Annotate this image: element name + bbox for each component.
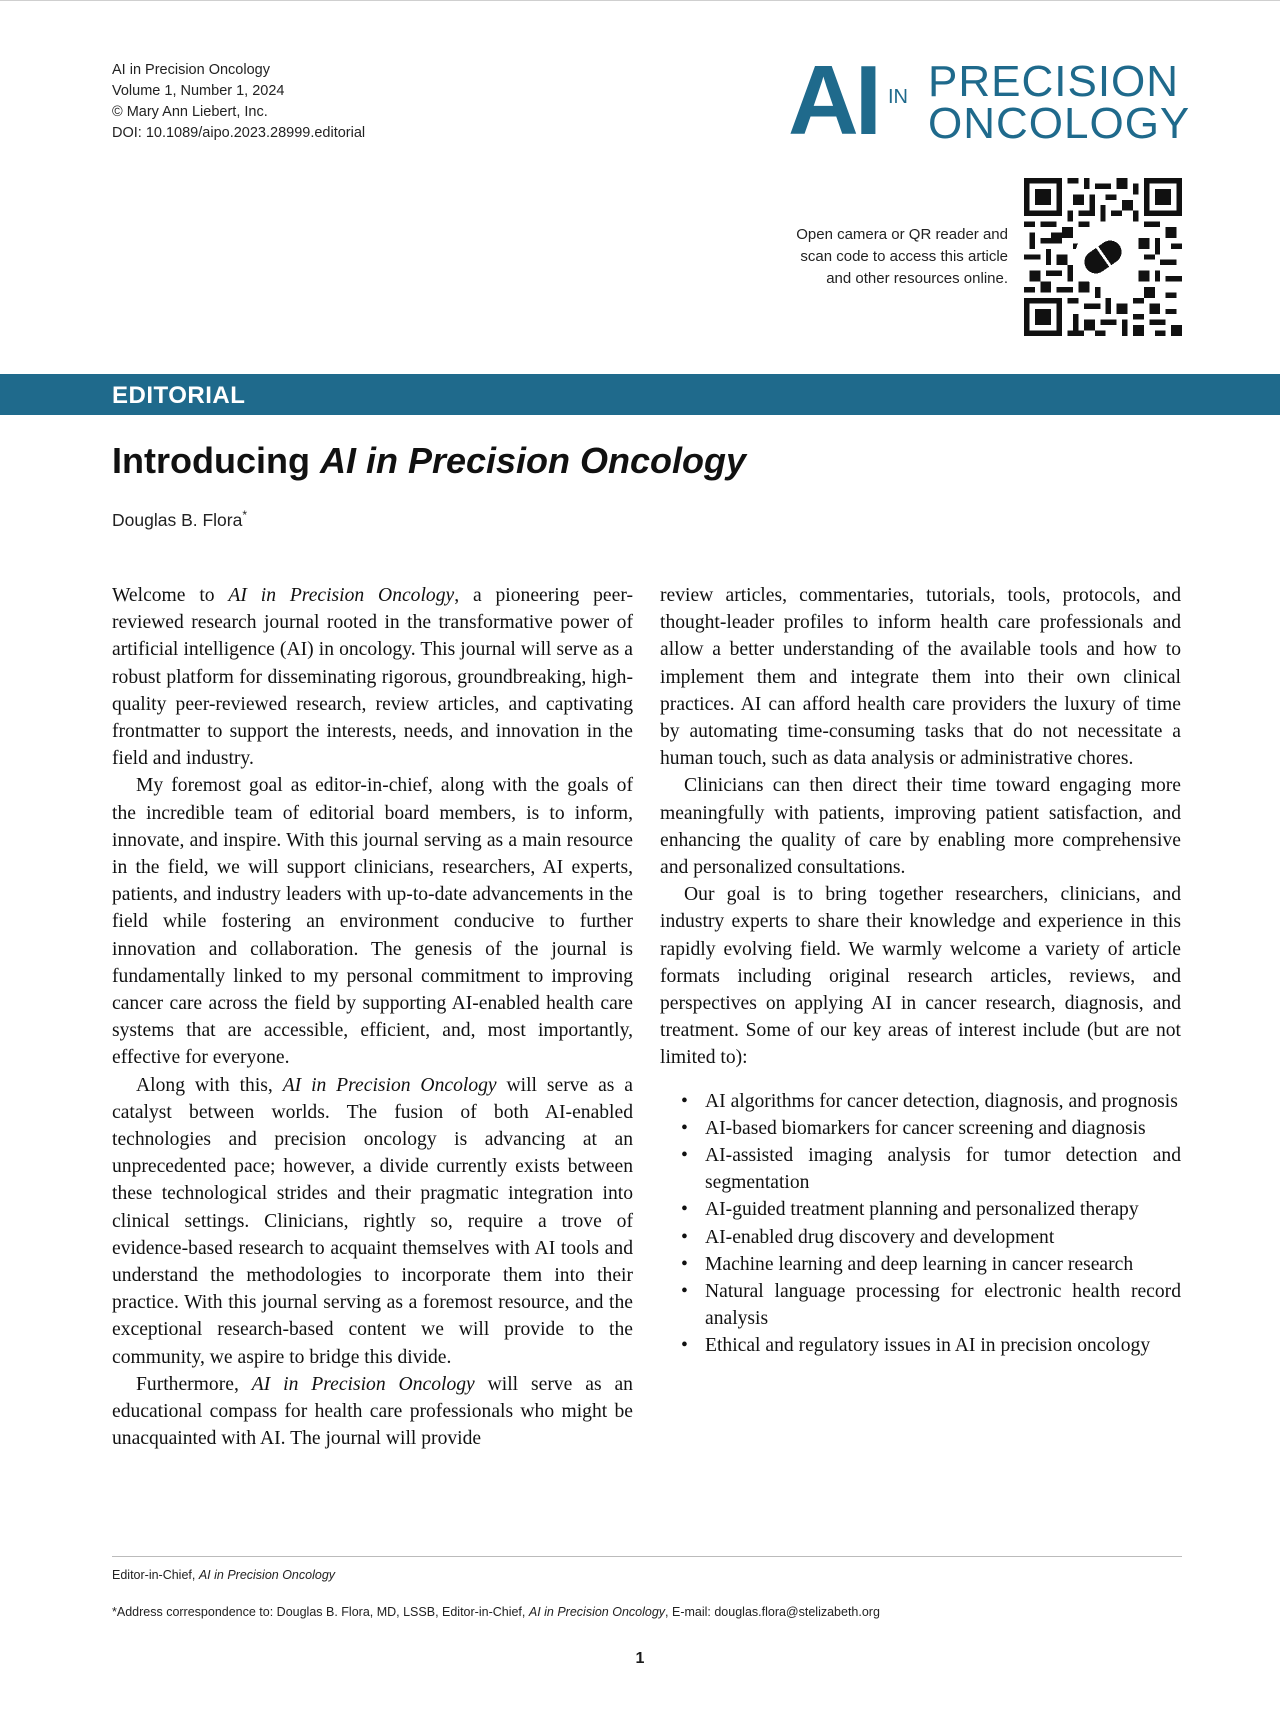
section-label: EDITORIAL (112, 382, 246, 409)
top-rule (0, 0, 1280, 1)
logo-oncology: ONCOLOGY (928, 99, 1191, 148)
page-number: 1 (635, 1650, 645, 1667)
logo-precision: PRECISION (928, 57, 1180, 106)
list-item: • Ethical and regulatory issues in AI in precision oncology (660, 1332, 1181, 1359)
journal-metadata (112, 60, 365, 144)
journal-name: AI in Precision Oncology (112, 62, 270, 78)
paragraph-3: Along with this, AI in Precision Oncology will serve as a catalyst between worlds. The fusion of both AI-enabled technologies and precision oncology is advancing at an unprecedented pace; however, a divide currently exists between these technological strides and their pragmatic integration into clinical settings. Clinicians, rightly so, require a trove of evidence-based research to acquaint themselves with AI tools and understand the methodologies to incorporate them into their practice. With this journal serving as a foremost resource, and the exceptional research-based content we will provide to the community, we aspire to bridge this divide. (112, 1074, 633, 1368)
list-item: • Natural language processing for electronic health record analysis (660, 1278, 1181, 1332)
author-mark: * (242, 508, 248, 522)
right-column (660, 582, 1181, 1360)
left-column (112, 582, 633, 1453)
list-item: • AI-enabled drug discovery and development (660, 1224, 1181, 1251)
list-item: • AI-based biomarkers for cancer screening and diagnosis (660, 1115, 1181, 1142)
correspondence-footnote: *Address correspondence to: Douglas B. Flora, MD, LSSB, Editor-in-Chief, AI in Precision Oncology, E-mail: douglas.flora@stelizabeth.org (112, 1605, 880, 1619)
list-item: • AI-guided treatment planning and personalized therapy (660, 1196, 1181, 1223)
author (112, 508, 247, 531)
paragraph-5: review articles, commentaries, tutorials, tools, protocols, and thought-leader profiles to inform health care professionals and allow a better understanding of the available tools and how to implement them and integrate them into their own clinical practices. AI can afford health care providers the luxury of time by automating time-consuming tasks that do not necessitate a human touch, such as data analysis or administrative chores. (660, 585, 1181, 770)
paragraph-6: Clinicians can then direct their time toward engaging more meaningfully with patients, improving patient satisfaction, and enhancing the quality of care by enabling more comprehensive and personalized consultations. (660, 775, 1181, 879)
paragraph-1: Welcome to AI in Precision Oncology, a pioneering peer-reviewed research journal rooted in the transformative power of artificial intelligence (AI) in oncology. This journal will serve as a robust platform for disseminating rigorous, groundbreaking, high-quality peer-reviewed research, review articles, and captivating frontmatter to support the interests, needs, and innovation in the field and industry. (112, 585, 633, 770)
title-journal-name: AI in Precision Oncology (319, 440, 747, 481)
volume-info: Volume 1, Number 1, 2024 (112, 83, 285, 99)
paragraph-7: Our goal is to bring together researchers, clinicians, and industry experts to share their knowledge and experience in this rapidly evolving field. We warmly welcome a variety of article formats including original research articles, reviews, and perspectives on applying AI in cancer research, diagnosis, and treatment. Some of our key areas of interest include (but are not limited to): (660, 884, 1181, 1069)
qr-code-icon[interactable] (1024, 178, 1182, 336)
list-item: • AI-assisted imaging analysis for tumor detection and segmentation (660, 1142, 1181, 1196)
doi: DOI: 10.1089/aipo.2023.28999.editorial (112, 125, 366, 141)
journal-logo (788, 45, 1191, 155)
correspondence-email: , E-mail: douglas.flora@stelizabeth.org (665, 1605, 880, 1619)
article-title: Introducing AI in Precision Oncology (112, 440, 747, 481)
author-name: Douglas B. Flora (112, 509, 243, 530)
logo-in: IN (888, 86, 908, 108)
section-band (0, 374, 1280, 415)
affiliation-footnote: Editor-in-Chief, AI in Precision Oncology (112, 1568, 336, 1582)
paragraph-2: My foremost goal as editor-in-chief, along with the goals of the incredible team of editorial board members, is to inform, innovate, and inspire. With this journal serving as a main resource in the field, we will support clinicians, researchers, AI experts, patients, and industry leaders with up-to-date advancements in the field while fostering an environment conducive to further innovation and collaboration. The genesis of the journal is fundamentally linked to my personal commitment to improving cancer care across the field by supporting AI-enabled health care systems that are accessible, efficient, and, most importantly, effective for everyone. (112, 775, 633, 1069)
logo-ai: AI (788, 45, 878, 155)
footnote-divider (112, 1556, 1182, 1557)
interest-areas-list (660, 1088, 1181, 1360)
list-item: • Machine learning and deep learning in cancer research (660, 1251, 1181, 1278)
qr-instructions: Open camera or QR reader and scan code to access this article and other resources online. (796, 226, 1008, 287)
list-item: • AI algorithms for cancer detection, diagnosis, and prognosis (660, 1088, 1181, 1115)
copyright: © Mary Ann Liebert, Inc. (112, 104, 268, 120)
paragraph-4: Furthermore, AI in Precision Oncology will serve as an educational compass for health care professionals who might be unacquainted with AI. The journal will provide (112, 1373, 633, 1450)
